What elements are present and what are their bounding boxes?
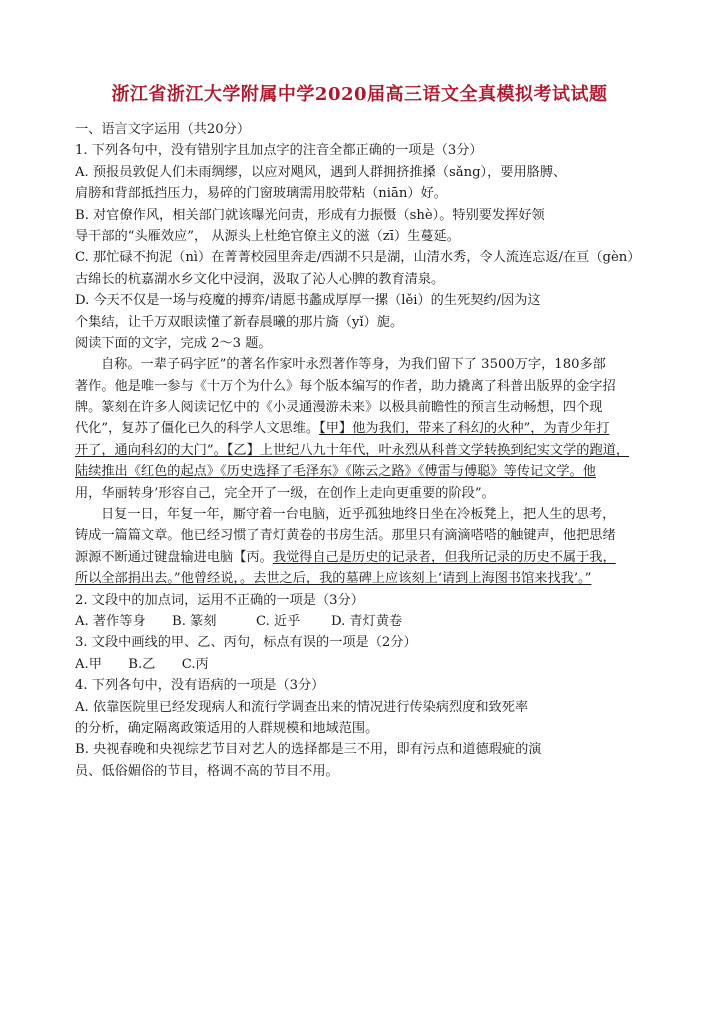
question-4-option-a-line-2: 的分析，确定隔离政策适用的人群规模和地域范围。 xyxy=(75,720,379,736)
question-4-option-b-line-1: B. 央视春晚和央视综艺节目对艺人的选择都是三不用，即有污点和道德瑕疵的演 xyxy=(75,742,542,758)
question-3-options: A.甲 B.乙 C.丙 xyxy=(75,656,209,672)
passage-p1-line-6 xyxy=(75,461,647,482)
passage-p1-line-3: 牌。篆刻在许多人阅读记忆中的《小灵通漫游未来》以极具前瞻性的预言生动畅想，四个现 xyxy=(75,400,603,416)
question-4-option-a-line-1: A. 依靠医院里已经发现病人和流行学调查出来的情况进行传染病烈度和致死率 xyxy=(75,699,529,715)
passage-p1-line-1: 自称。一辈子码字匠”的著名作家叶永烈著作等身，为我们留下了 3500万字，180多部 xyxy=(101,357,606,373)
question-3: 3. 文段中画线的甲、乙、丙句，标点有误的一项是（2分） xyxy=(75,635,417,651)
passage-p2-line-1: 日复一日，年复一年，厮守着一台电脑，近乎孤独地终日坐在冷板凳上，把人生的思考， xyxy=(101,507,616,523)
underlined-sentence-bing: 我觉得自己是历史的记录者，但我所记录的历史不属于我， xyxy=(272,549,616,565)
question-4: 4. 下列各句中，没有语病的一项是（3分） xyxy=(75,678,325,694)
question-1: 1. 下列各句中，没有错别字且加点字的注音全都正确的一项是（3分） xyxy=(75,143,483,159)
document-title: 浙江省浙江大学附属中学2020届高三语文全真模拟考试试题 xyxy=(111,84,608,105)
passage-p1-line-2: 著作。他是唯一参与《十万个为什么》每个版本编写的作者，助力撬离了科普出版界的金字招 xyxy=(75,378,616,394)
section-heading: 一、语言文字运用（共20分） xyxy=(75,122,251,137)
question-2: 2. 文段中的加点词，运用不正确的一项是（3分） xyxy=(75,592,364,608)
passage-p2-line-4 xyxy=(75,568,647,589)
question-4-option-b-line-2: 员、低俗媚俗的节目，格调不高的节目不用。 xyxy=(75,763,339,779)
option-a-line-1: A. 预报员敦促人们未雨绸缪，以应对飓风，遇到人群拥挤推搡（sǎng），要用胳膊、 xyxy=(75,164,567,180)
option-c-line-2: 古绵长的杭嘉湖水乡文化中浸润，汲取了沁人心脾的教育清泉。 xyxy=(75,271,445,287)
option-c-line-1: C. 那忙碌不拘泥（nì）在菁菁校园里奔走/西湖不只是湖，山清水秀，令人流连忘返/在亘（gèn） xyxy=(75,250,641,266)
passage-p2-line-3: 源源不断通过键盘输进电脑【丙。我觉得自己是历史的记录者，但我所记录的历史不属于我， xyxy=(75,549,616,565)
underlined-sentence-yi: 陆续推出《红色的起点》《历史选择了毛泽东》《陈云之路》《傅雷与傅聪》等传记文学。他 xyxy=(75,464,596,480)
option-b-line-2: 导干部的“头雁效应”， 从源头上杜绝官僚主义的滋（zī）生蔓延。 xyxy=(75,228,460,244)
underlined-sentence-bing-end: 所以全部捐出去。”他曾经说，。去世之后，我的墓碑上应该刻上‘请到上海图书馆来找我’。” xyxy=(75,571,592,587)
passage-p1-line-5 xyxy=(75,440,647,461)
document-body xyxy=(75,119,647,782)
option-d-line-2: 个集结，让千万双眼读懂了新春晨曦的那片旖（yǐ）旎。 xyxy=(75,314,404,330)
option-d-line-1: D. 今天不仅是一场与疫魔的搏弈/请愿书蠡成厚厚一摞（lěi）的生死契约/因为这 xyxy=(75,293,541,309)
reading-instruction: 阅读下面的文字，完成 2～3 题。 xyxy=(75,335,272,351)
passage-p2-line-2: 铸成一篇篇文章。他已经习惯了青灯黄卷的书房生活。那里只有滴滴嗒嗒的触键声，他把思绪 xyxy=(75,528,616,544)
passage-p1-line-7: 用，华丽转身’形容自己，完全开了一级，在创作上走向更重要的阶段”。 xyxy=(75,485,495,501)
option-b-line-1: B. 对官僚作风，相关部门就该曝光问责，形成有力振慑（shè）。特别要发挥好领 xyxy=(75,207,545,223)
option-a-line-2: 肩膀和背部抵挡压力，易碎的门窗玻璃需用胶带粘（niān）好。 xyxy=(75,186,447,202)
underlined-sentence-jia-yi: 开了，通向科幻的大门”。【乙】上世纪八九十年代，叶永烈从科普文学转换到纪实文学的跑道， xyxy=(75,442,630,458)
passage-p1-line-4: 代化”，复苏了僵化已久的科学人文思维。【甲】他为我们，带来了科幻的火种”，为青少年打 xyxy=(75,421,610,437)
underlined-sentence-jia: 【甲】他为我们，带来了科幻的火种”，为青少年打 xyxy=(319,421,610,437)
question-2-options: A. 著作等身 B. 篆刻 C. 近乎 D. 青灯黄卷 xyxy=(75,613,403,629)
